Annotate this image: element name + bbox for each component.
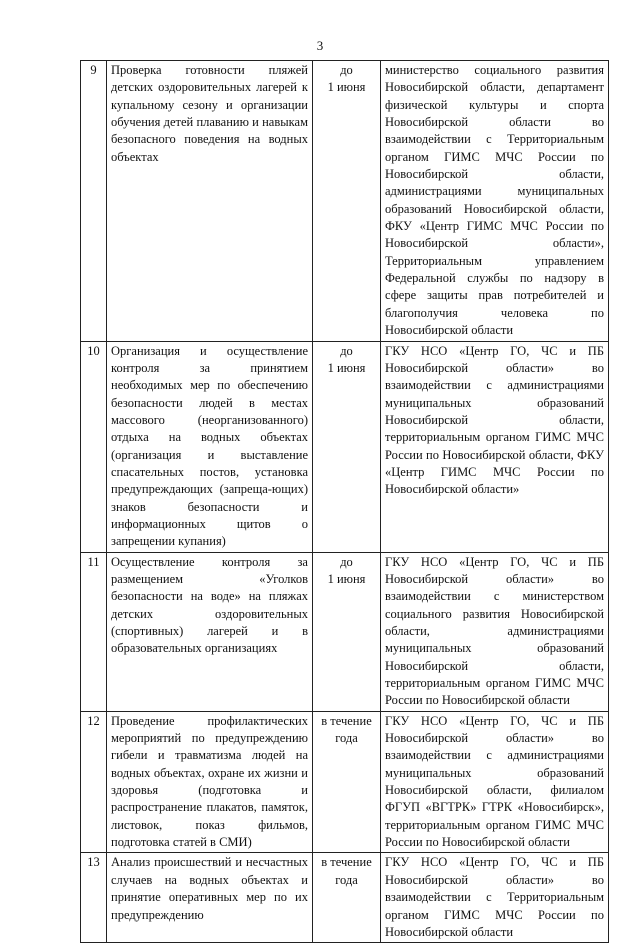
row-number: 13 [81, 853, 107, 943]
deadline [313, 61, 381, 342]
table-row [81, 341, 609, 552]
table-row [81, 552, 609, 711]
deadline [313, 711, 381, 853]
responsible-parties: ГКУ НСО «Центр ГО, ЧС и ПБ Новосибирской области» во взаимодействии с Территориальным органом ГИМС МЧС России по Новосибирской области [381, 853, 609, 943]
deadline-line: 1 июня [327, 80, 366, 95]
deadline-line: года [335, 731, 358, 746]
deadline [313, 552, 381, 711]
table-row [81, 61, 609, 342]
responsible-parties: ГКУ НСО «Центр ГО, ЧС и ПБ Новосибирской области» во взаимодействии с администрациями муниципальных образований Новосибирской области, филиалом ФГУП «ВГТРК» ГТРК «Новосибирск», территориальным органом ГИМС МЧС России по Новосибирской области [381, 711, 609, 853]
deadline [313, 853, 381, 943]
table-row [81, 711, 609, 853]
event-description: Организация и осуществление контроля за принятием необходимых мер по обеспечению безопасности людей в местах массового (неорганизованного) отдыха на водных объектах (организация и выставление спасательных постов, установка предупреждающих (запреща-ющих) знаков безопасности и информационных щитов о запрещении купания) [107, 341, 313, 552]
deadline-line: 1 июня [327, 360, 366, 375]
deadline-line: до [340, 554, 353, 569]
responsible-parties: ГКУ НСО «Центр ГО, ЧС и ПБ Новосибирской области» во взаимодействии с администрациями муниципальных образований Новосибирской области, территориальным органом ГИМС МЧС России по Новосибирской области, ФКУ «Центр ГИМС МЧС России по Новосибирской области» [381, 341, 609, 552]
deadline-line: года [335, 872, 358, 887]
deadline-line: в течение [321, 713, 372, 728]
deadline [313, 341, 381, 552]
deadline-line: до [340, 63, 353, 77]
deadline-line: до [340, 343, 353, 358]
row-number: 9 [81, 61, 107, 342]
row-number: 11 [81, 552, 107, 711]
responsible-parties: ГКУ НСО «Центр ГО, ЧС и ПБ Новосибирской области» во взаимодействии с министерством социального развития Новосибирской области, администрациями муниципальных образований Новосибирской области, территориальным органом ГИМС МЧС России по Новосибирской области [381, 552, 609, 711]
row-number: 12 [81, 711, 107, 853]
event-description: Осуществление контроля за размещением «Уголков безопасности на воде» на пляжах детских оздоровительных (спортивных) лагерей и в образовательных организациях [107, 552, 313, 711]
table-row [81, 853, 609, 943]
deadline-line: 1 июня [327, 571, 366, 586]
event-description: Проведение профилактических мероприятий по предупреждению гибели и травматизма людей на водных объектах, охране их жизни и здоровья (подготовка и распространение плакатов, памяток, листовок, показ фильмов, подготовка статей в СМИ) [107, 711, 313, 853]
event-description: Проверка готовности пляжей детских оздоровительных лагерей к купальному сезону и организации обучения детей плаванию и навыкам безопасного поведения на водных объектах [107, 61, 313, 342]
row-number: 10 [81, 341, 107, 552]
action-plan-table [80, 60, 609, 943]
event-description: Анализ происшествий и несчастных случаев на водных объектах и принятие оперативных мер по их предупреждению [107, 853, 313, 943]
page-number: 3 [316, 38, 324, 53]
responsible-parties: министерство социального развития Новосибирской области, департамент физической культуры и спорта Новосибирской области во взаимодействии с Территориальным органом ГИМС МЧС России по Новосибирской области, администрациями муниципальных образований Новосибирской области, ФКУ «Центр ГИМС МЧС России по Новосибирской области», Территориальным управлением Федеральной службы по надзору в сфере защиты прав потребителей и благополучия человека по Новосибирской области [381, 61, 609, 342]
deadline-line: в течение [321, 855, 372, 870]
